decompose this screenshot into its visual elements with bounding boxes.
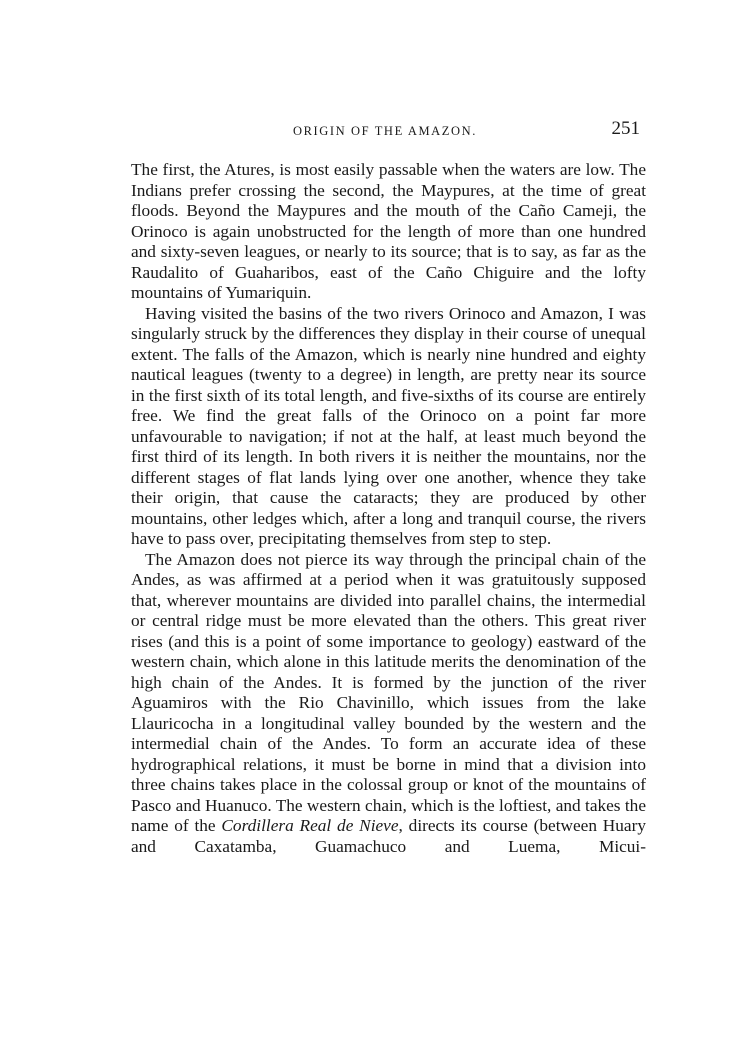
paragraph-3 (131, 550, 646, 858)
paragraph-1: The first, the Atures, is most easily passable when the waters are low. The Indians prefer crossing the second, the Maypures, at the time of great floods. Beyond the Maypures and the mouth of the Caño Cameji, the Orinoco is again unobstructed for the length of more than one hundred and sixty-seven leagues, or nearly to its source; that is to say, as far as the Raudalito of Guaharibos, east of the Caño Chiguire and the lofty mountains of Yumariquin. (131, 160, 646, 302)
running-head (130, 118, 640, 148)
paragraph-2: Having visited the basins of the two rivers Orinoco and Amazon, I was singularly struck by the differences they display in their course of unequal extent. The falls of the Amazon, which is nearly nine hundred and eighty nautical leagues (twenty to a degree) in length, are pretty near its source in the first sixth of its total length, and five-sixths of its course are entirely free. We find the great falls of the Orinoco on a point far more unfavourable to navigation; if not at the half, at least much beyond the first third of its length. In both rivers it is neither the mountains, nor the different stages of flat lands lying over one another, whence they take their origin, that cause the cataracts; they are produced by other mountains, other ledges which, after a long and tranquil course, the rivers have to pass over, precipitating themselves from step to step. (131, 303, 646, 548)
page-number: 251 (611, 118, 640, 139)
running-title: ORIGIN OF THE AMAZON. (292, 124, 478, 138)
paragraph-3-text-b: , directs its course (between Huary and Caxatamba, Guamachuco and Luema, Micui- (131, 816, 646, 856)
body-text (131, 160, 646, 857)
paragraph-3-italic-term: Cordillera Real de Nieve (221, 816, 399, 835)
paragraph-3-text-a: The Amazon does not pierce its way through the principal chain of the Andes, as was affirmed at a period when it was gratuitously supposed that, wherever mountains are divided into parallel chains, the intermedial or central ridge must be more elevated than the others. This great river rises (and this is a point of some importance to geology) eastward of the western chain, which alone in this latitude merits the denomination of the high chain of the Andes. It is formed by the junction of the river Aguamiros with the Rio Chavinillo, which issues from the lake Llauricocha in a longitudinal valley bounded by the western and the intermedial chain of the Andes. To form an accurate idea of these hydrographical relations, it must be borne in mind that a division into three chains takes place in the colossal group or knot of the mountains of Pasco and Huanuco. The western chain, which is the loftiest, and takes the name of the (131, 549, 646, 835)
